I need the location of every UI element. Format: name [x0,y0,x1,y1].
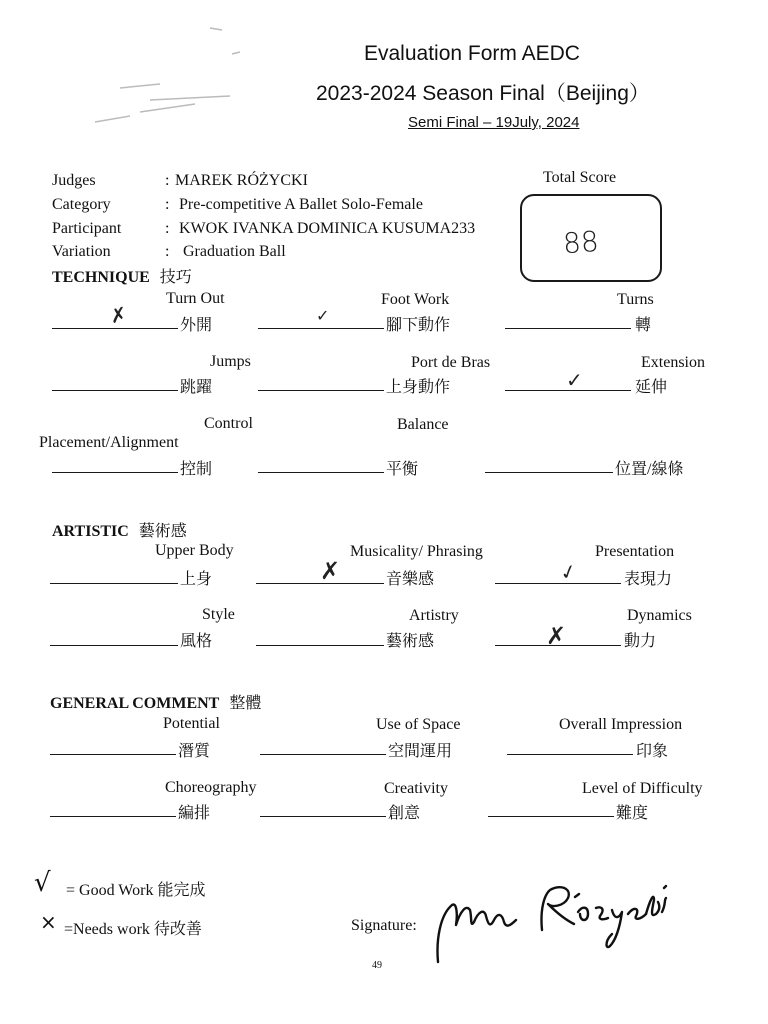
needs-work-text: =Needs work 待改善 [64,921,202,938]
upper-body-zh: 上身 [180,571,213,588]
musicality-zh: 音樂感 [386,571,435,588]
general-title-zh: 整體 [229,695,262,712]
overall-zh: 印象 [636,743,669,760]
foot-work-mark: ✓ [316,306,330,325]
port-de-bras-label: Port de Bras [411,354,491,371]
presentation-zh: 表現力 [624,571,673,588]
creativity-label: Creativity [384,780,448,797]
choreography-label: Choreography [165,779,257,796]
jumps-zh: 跳躍 [180,379,213,396]
round-title: Semi Final – 19July, 2024 [408,114,580,131]
judges-label: Judges [52,172,96,189]
turn-out-mark: ✗ [108,301,129,329]
form-title: Evaluation Form AEDC [364,42,580,65]
extension-label: Extension [641,354,705,371]
extension-zh: 延伸 [635,379,668,396]
colon: : [165,196,170,213]
port-de-bras-zh: 上身動作 [386,379,451,396]
difficulty-zh: 難度 [616,805,649,822]
turns-label: Turns [617,291,654,308]
foot-work-label: Foot Work [381,291,450,308]
presentation-label: Presentation [595,543,675,560]
style-label: Style [202,606,235,623]
artistic-title-zh: 藝術感 [138,523,187,540]
variation-value: Graduation Ball [183,243,286,260]
page-number: 49 [372,960,382,971]
control-zh: 控制 [180,461,213,478]
colon: : [165,172,170,189]
category-value: Pre-competitive A Ballet Solo-Female [179,196,423,213]
placement-zh: 位置/線條 [615,461,684,478]
balance-label: Balance [397,416,449,433]
choreography-zh: 編排 [178,805,211,822]
needs-work-symbol: × [40,910,57,934]
extension-mark: ✓ [566,368,583,392]
creativity-zh: 創意 [388,805,421,822]
musicality-mark: ✗ [320,557,341,585]
participant-value: KWOK IVANKA DOMINICA KUSUMA233 [179,220,476,237]
dynamics-zh: 動力 [624,633,657,650]
general-title: GENERAL COMMENT [50,695,220,712]
artistry-zh: 藝術感 [386,633,435,650]
technique-title-zh: 技巧 [159,269,192,286]
turn-out-label: Turn Out [166,290,225,307]
category-label: Category [52,196,111,213]
style-zh: 風格 [180,633,213,650]
foot-work-zh: 腳下動作 [386,317,451,334]
overall-label: Overall Impression [559,716,683,733]
dynamics-label: Dynamics [627,607,692,624]
dynamics-mark: ✗ [546,622,567,650]
technique-title: TECHNIQUE [52,269,150,286]
musicality-label: Musicality/ Phrasing [350,543,483,560]
judges-value: MAREK RÓŻYCKI [175,172,308,189]
participant-label: Participant [52,220,122,237]
potential-zh: 潛質 [178,743,211,760]
turns-zh: 轉 [635,317,652,334]
colon: : [165,243,170,260]
total-score-label: Total Score [543,169,617,186]
jumps-label: Jumps [210,353,251,370]
turn-out-zh: 外開 [180,317,213,334]
use-of-space-zh: 空間運用 [388,743,453,760]
presentation-mark: ✓ [557,558,580,586]
signature-label: Signature: [351,917,417,934]
balance-zh: 平衡 [386,461,419,478]
control-label: Control [204,415,253,432]
season-title: 2023-2024 Season Final（Beijing） [316,82,650,105]
artistic-title: ARTISTIC [52,523,129,540]
use-of-space-label: Use of Space [376,716,461,733]
difficulty-label: Level of Difficulty [582,780,703,797]
total-score-value: 88 [561,224,600,261]
variation-label: Variation [52,243,111,260]
placement-label: Placement/Alignment [39,434,179,451]
good-work-symbol: √ [34,868,51,898]
potential-label: Potential [163,715,220,732]
good-work-text: = Good Work 能完成 [66,882,206,899]
colon: : [165,220,170,237]
upper-body-label: Upper Body [155,542,234,559]
artistry-label: Artistry [409,607,459,624]
